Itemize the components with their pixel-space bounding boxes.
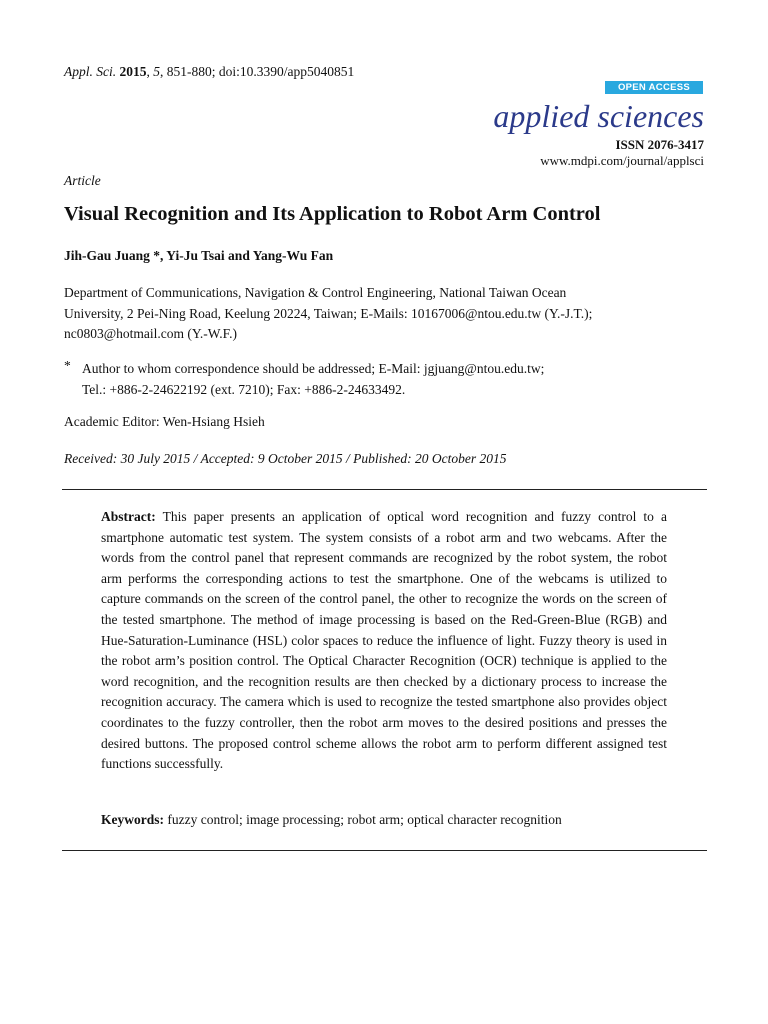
academic-editor: Academic Editor: Wen-Hsiang Hsieh <box>64 414 265 429</box>
journal-issn: ISSN 2076-3417 <box>615 137 704 152</box>
publication-dates: Received: 30 July 2015 / Accepted: 9 October 2015 / Published: 20 October 2015 <box>64 451 507 466</box>
correspondence-phone: Tel.: +886-2-24622192 (ext. 7210); Fax: +886-2-24633492. <box>82 382 406 397</box>
divider-bottom <box>62 850 707 851</box>
correspondence-marker: * <box>64 358 71 373</box>
abstract-label: Abstract: <box>101 509 156 524</box>
citation-line: Appl. Sci. 2015, 5, 851-880; doi:10.3390/app5040851 <box>64 64 355 79</box>
open-access-badge: OPEN ACCESS <box>605 81 703 94</box>
citation-pages-doi: , 851-880; doi:10.3390/app5040851 <box>160 64 355 79</box>
keywords-label: Keywords: <box>101 812 164 827</box>
journal-name: applied sciences <box>493 98 704 134</box>
correspondence-note <box>82 358 544 400</box>
affiliation <box>64 283 704 345</box>
citation-year: 2015 <box>119 64 147 79</box>
keywords-text: fuzzy control; image processing; robot arm; optical character recognition <box>167 812 562 827</box>
affiliation-line: nc0803@hotmail.com (Y.-W.F.) <box>64 326 237 341</box>
paper-title: Visual Recognition and Its Application to Robot Arm Control <box>64 203 601 225</box>
affiliation-line: University, 2 Pei-Ning Road, Keelung 20224, Taiwan; E-Mails: 10167006@ntou.edu.tw (Y.-J.T.); <box>64 305 593 321</box>
article-type: Article <box>64 173 101 188</box>
journal-url[interactable]: www.mdpi.com/journal/applsci <box>540 153 704 168</box>
citation-volume: 5 <box>153 64 160 79</box>
journal-abbrev: Appl. Sci. <box>64 64 117 79</box>
abstract-block <box>101 507 667 775</box>
abstract-text: This paper presents an application of optical word recognition and fuzzy control to a smartphone automatic test system. The system consists of a robot arm and two webcams. After the words from the control panel that represent commands are recognized by the robot system, the robot arm performs the corresponding actions to test the smartphone. One of the webcams is utilized to capture commands on the screen of the control panel, the other to recognize the words on the screen of the tested smartphone. The method of image processing is based on the Red-Green-Blue (RGB) and Hue-Saturation-Luminance (HSL) color spaces to reduce the influence of light. Fuzzy theory is used in the robot arm’s position control. The Optical Character Recognition (OCR) technique is applied to the word recognition, and the recognition results are then checked by a dictionary process to increase the recognition accuracy. The camera which is used to recognize the tested smartphone also provides object coordinates to the fuzzy controller, then the robot arm moves to the desired positions and presses the desired buttons. The proposed control scheme allows the robot arm to perform different assigned test functions successfully. <box>101 509 667 772</box>
divider-top <box>62 489 707 490</box>
author-list: Jih-Gau Juang *, Yi-Ju Tsai and Yang-Wu Fan <box>64 248 334 263</box>
keywords-block <box>101 812 562 828</box>
affiliation-line: Department of Communications, Navigation & Control Engineering, National Taiwan Ocean <box>64 285 567 300</box>
correspondence-email: Author to whom correspondence should be addressed; E-Mail: jgjuang@ntou.edu.tw; <box>82 361 545 376</box>
